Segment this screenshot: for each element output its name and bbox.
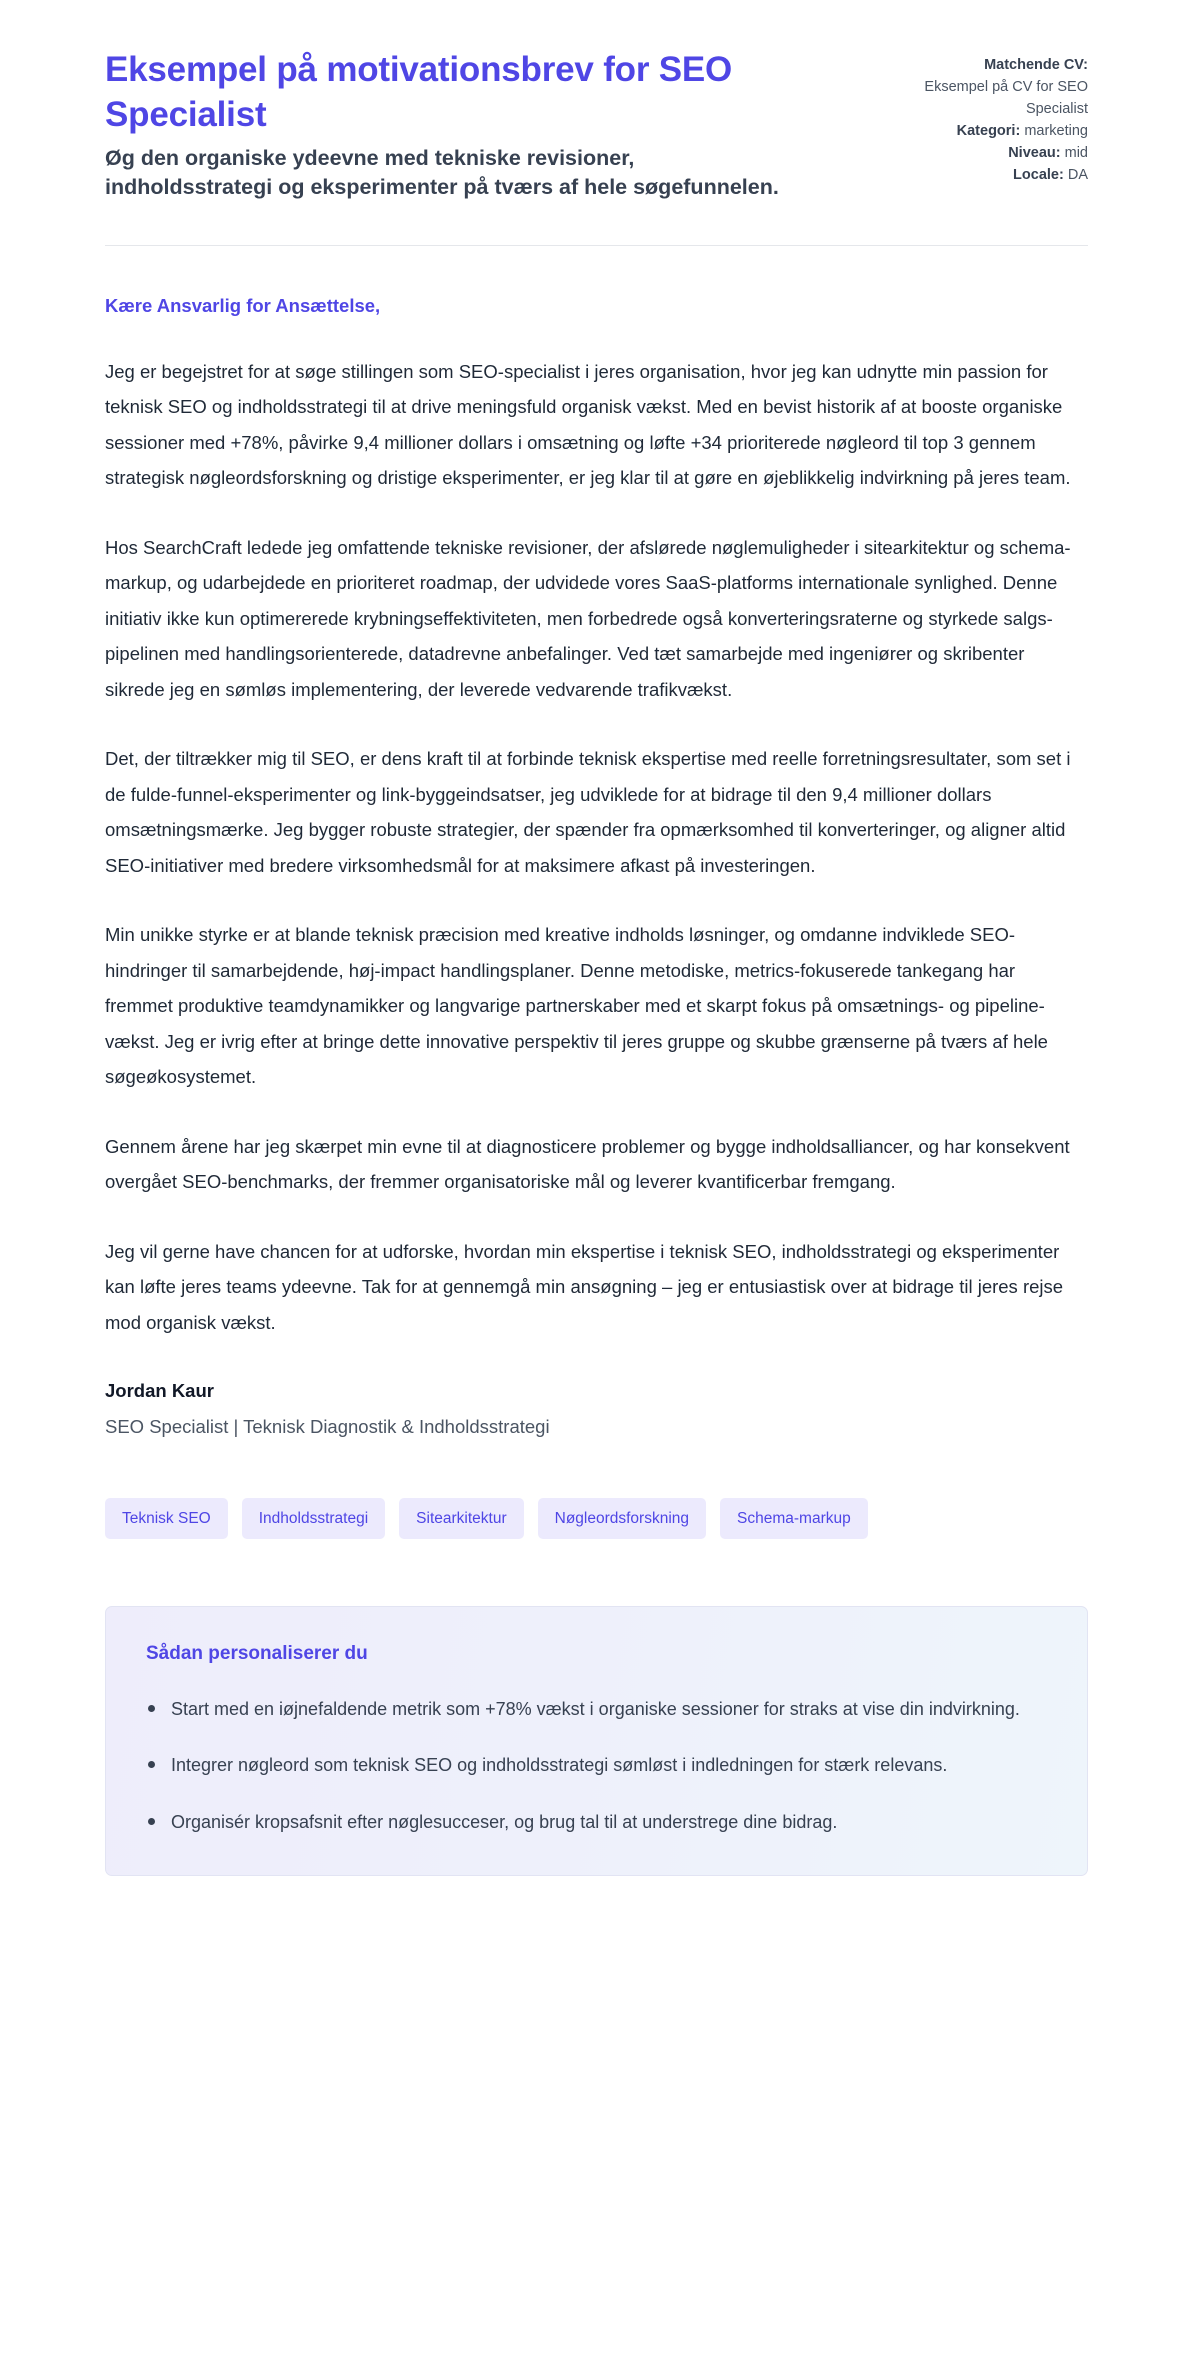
tag-chip[interactable]: Teknisk SEO — [105, 1498, 228, 1540]
meta-locale-value: DA — [1067, 167, 1088, 184]
meta-level-value: mid — [1064, 145, 1088, 162]
tips-list — [146, 1692, 1047, 1840]
tag-chip[interactable]: Sitearkitektur — [399, 1498, 523, 1540]
bullet-icon — [148, 1818, 155, 1825]
header-metadata — [873, 48, 1088, 186]
meta-matching-cv — [873, 54, 1088, 120]
meta-category — [873, 120, 1088, 142]
letter-paragraph: Gennem årene har jeg skærpet min evne til at diagnosticere problemer og bygge indholdsalliancer, og har konsekvent overgået SEO-benchmarks, der fremmer organisatoriske mål og leverer kvantificerbar fremgang. — [105, 1135, 1070, 1193]
tag-chip[interactable]: Nøgleordsforskning — [538, 1498, 706, 1540]
letter-signature — [105, 1375, 1088, 1442]
meta-category-label: Kategori: — [956, 123, 1021, 140]
tips-title: Sådan personaliserer du — [146, 1643, 368, 1665]
letter-paragraph: Min unikke styrke er at blande teknisk præcision med kreative indholds løsninger, og omdanne indviklede SEO-hindringer til samarbejdende, høj-impact handlingsplaner. Denne metodiske, metrics-fokuserede tankegang har fremmet produktive teamdynamikker og langvarige partnerskaber med et skarpt fokus på omsætnings- og pipeline-vækst. Jeg er ivrig efter at bringe dette innovative perspektiv til jeres gruppe og skubbe grænserne på tværs af hele søgeøkosystemet. — [105, 924, 1048, 1088]
signature-name: Jordan Kaur — [105, 1379, 214, 1401]
header-title-block — [105, 48, 833, 203]
tag-chip[interactable]: Schema-markup — [720, 1498, 868, 1540]
cover-letter-body — [105, 246, 1088, 1442]
meta-locale — [873, 164, 1088, 186]
meta-level-label: Niveau: — [1008, 145, 1061, 162]
bullet-icon — [148, 1761, 155, 1768]
tag-chip[interactable]: Indholdsstrategi — [242, 1498, 385, 1540]
meta-matching-cv-value[interactable]: Eksempel på CV for SEO Specialist — [924, 79, 1088, 118]
signature-role: SEO Specialist | Teknisk Diagnostik & Indholdsstrategi — [105, 1415, 550, 1437]
page-subtitle: Øg den organiske ydeevne med tekniske revisioner, indholdsstrategi og eksperimenter på tværs af hele søgefunnelen. — [105, 145, 779, 200]
letter-greeting: Kære Ansvarlig for Ansættelse, — [105, 294, 381, 316]
meta-locale-label: Locale: — [1013, 167, 1064, 184]
personalization-tips-box — [105, 1606, 1088, 1876]
tips-list-item — [146, 1805, 1047, 1840]
tips-list-item-text: Integrer nøgleord som teknisk SEO og indholdsstrategi sømløst i indledningen for stærk relevans. — [171, 1755, 948, 1776]
tips-list-item-text: Organisér kropsafsnit efter nøglesucceser, og brug tal til at understrege dine bidrag. — [171, 1811, 838, 1832]
letter-paragraph: Jeg vil gerne have chancen for at udforske, hvordan min ekspertise i teknisk SEO, indholdsstrategi og eksperimenter kan løfte jeres teams ydeevne. Tak for at gennemgå min ansøgning – jeg er entusiastisk over at bidrage til jeres rejse mod organisk vækst. — [105, 1240, 1064, 1333]
letter-paragraph: Hos SearchCraft ledede jeg omfattende tekniske revisioner, der afslørede nøglemuligheder i sitearkitektur og schema-markup, og udarbejdede en prioriteret roadmap, der udvidede vores SaaS-platforms internationale synlighed. Denne initiativ ikke kun optimererede krybningseffektiviteten, men forbedrede også konverteringsraterne og styrkede salgs-pipelinen med handlingsorienterede, datadrevne anbefalinger. Ved tæt samarbejde med ingeniører og skribenter sikrede jeg en sømløs implementering, der leverede vedvarende trafikvækst. — [105, 536, 1071, 700]
meta-matching-cv-label: Matchende CV: — [984, 57, 1088, 73]
bullet-icon — [148, 1705, 155, 1712]
tips-list-item-text: Start med en iøjnefaldende metrik som +78% vækst i organiske sessioner for straks at vise din indvirkning. — [171, 1698, 1020, 1719]
tips-list-item — [146, 1748, 1047, 1783]
letter-paragraph: Jeg er begejstret for at søge stillingen som SEO-specialist i jeres organisation, hvor jeg kan udnytte min passion for teknisk SEO og indholdsstrategi til at drive meningsfuld organisk vækst. Med en bevist historik af at booste organiske sessioner med +78%, påvirke 9,4 millioner dollars i omsætning og løfte +34 prioriterede nøgleord til top 3 gennem strategisk nøgleordsforskning og dristige eksperimenter, er jeg klar til at gøre en øjeblikkelig indvirkning på jeres team. — [105, 360, 1071, 489]
tips-list-item — [146, 1692, 1047, 1727]
tag-list — [105, 1498, 1088, 1540]
letter-paragraph: Det, der tiltrækker mig til SEO, er dens kraft til at forbinde teknisk ekspertise med reelle forretningsresultater, som set i de fulde-funnel-eksperimenter og link-byggeindsatser, jeg udviklede for at bidrage til den 9,4 millioner dollars omsætningsmærke. Jeg bygger robuste strategier, der spænder fra opmærksomhed til konverteringer, og aligner altid SEO-initiativer med bredere virksomhedsmål for at maksimere afkast på investeringen. — [105, 748, 1071, 876]
meta-category-value: marketing — [1024, 123, 1088, 140]
document-header — [105, 48, 1088, 203]
meta-level — [873, 142, 1088, 164]
page-title: Eksempel på motivationsbrev for SEO Specialist — [105, 50, 733, 134]
